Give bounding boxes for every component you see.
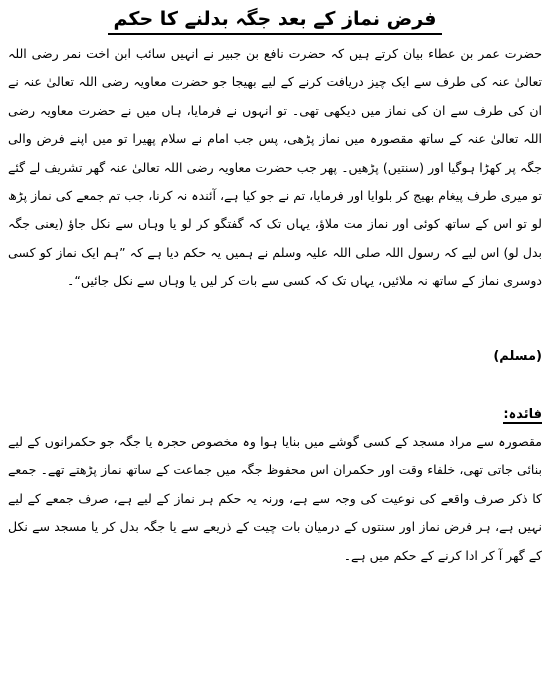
note-heading-label: فائدہ:: [503, 407, 542, 422]
page-title: فرض نماز کے بعد جگہ بدلنے کا حکم: [108, 6, 443, 35]
hadith-text: حضرت عمر بن عطاء بیان کرتے ہیں کہ حضرت نافع بن جبیر نے انہیں سائب ابن اخت نمر رضی اللہ تعالیٰ عنہ کی طرف سے ایک چیز دریافت کرنے کے لیے بھیجا جو حضرت معاویہ رضی اللہ تعالیٰ عنہ نے ان کی طرف سے ان کی نماز میں دیکھی تھی۔ تو انہوں نے فرمایا، ہاں میں نے حضرت معاویہ رضی اللہ تعالیٰ عنہ کے ساتھ مقصورہ میں نماز پڑھی، پس جب امام نے سلام پھیرا تو میں اپنے فرض والی جگہ پر کھڑا ہوگیا اور (سنتیں) پڑھیں۔ پھر جب حضرت معاویہ رضی اللہ تعالیٰ عنہ گھر تشریف لے گئے تو میری طرف پیغام بھیج کر بلوایا اور فرمایا، تم نے جو کیا ہے، آئندہ نہ کرنا، جب تم جمعے کی نماز پڑھ لو تو اس کے ساتھ کوئی اور نماز مت ملاؤ، یہاں تک کہ گفتگو کر لو یا وہاں سے نکل جاؤ (یعنی جگہ بدل لو) اس لیے کہ رسول اللہ صلی اللہ علیہ وسلم نے ہمیں یہ حکم دیا ہے کہ ”ہم ایک نماز کو کسی دوسری نماز کے ساتھ نہ ملائیں، یہاں تک کہ کسی سے بات کر لیں یا وہاں سے نکل جائیں“۔: [8, 46, 542, 289]
hadith-source: (مسلم): [493, 349, 542, 364]
note-heading: [490, 404, 542, 426]
title-container: [0, 6, 550, 35]
note-text: مقصورہ سے مراد مسجد کے کسی گوشے میں بنایا ہوا وہ مخصوص حجرہ یا جگہ جو حکمرانوں کے لیے بنائی جاتی تھی، خلفاء وقت اور حکمران اس محفوظ جگہ میں جماعت کے ساتھ نماز پڑھتے تھے۔ جمعے کا ذکر صرف واقعے کی نوعیت کی وجہ سے ہے، ورنہ یہ حکم ہر نماز کے لیے ہے، صرف جمعے کے لیے نہیں ہے، ہر فرض نماز اور سنتوں کے درمیان بات چیت کے ذریعے سے یا جگہ بدل کر یا مسجد سے نکل کے گھر آ کر ادا کرنے کے حکم میں ہے۔: [8, 434, 542, 563]
